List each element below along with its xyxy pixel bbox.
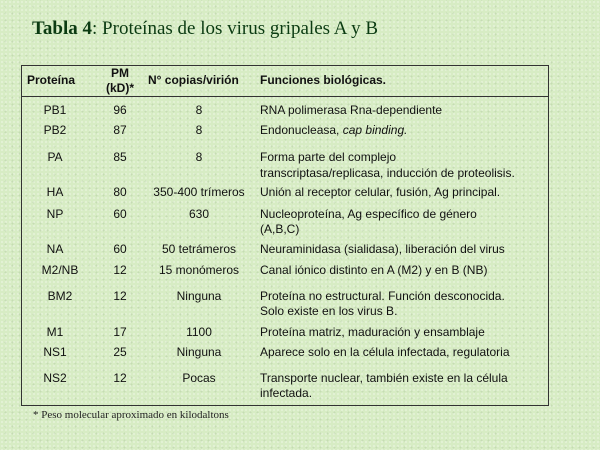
- row-pa-proteina: PA: [47, 150, 63, 164]
- row-bm2-copias: Ninguna: [176, 289, 222, 303]
- header-divider: [22, 96, 548, 97]
- row-pa-funcion-2: transcriptasa/replicasa, inducción de proteolisis.: [260, 166, 515, 180]
- row-m1-pm: 17: [113, 325, 127, 339]
- row-np-copias: 630: [188, 207, 210, 221]
- title-rest: : Proteínas de los virus gripales A y B: [92, 18, 379, 39]
- row-bm2-proteina: BM2: [47, 289, 73, 303]
- row-pa-pm: 85: [113, 150, 127, 164]
- row-m2nb-proteina: M2/NB: [41, 263, 79, 277]
- row-ns1-pm: 25: [113, 345, 127, 359]
- header-copias: N° copias/virión: [148, 73, 239, 87]
- header-proteina: Proteína: [27, 73, 76, 87]
- row-pb2-copias: 8: [195, 123, 203, 137]
- row-pa-copias: 8: [195, 150, 203, 164]
- page-title: [32, 18, 378, 40]
- header-pm-line2: (kD)*: [105, 81, 134, 95]
- header-pm-line1: PM: [111, 66, 129, 80]
- row-ns1-proteina: NS1: [43, 345, 67, 359]
- row-np-proteina: NP: [46, 207, 64, 221]
- row-pa-funcion-1: Forma parte del complejo: [260, 150, 397, 164]
- protein-table: [21, 65, 549, 406]
- row-np-pm: 60: [113, 207, 127, 221]
- row-pb2-funcion-b: cap binding.: [342, 123, 408, 137]
- row-m1-funcion: Proteína matriz, maduración y ensamblaje: [260, 325, 485, 339]
- row-ns2-funcion-2: infectada.: [260, 386, 313, 400]
- row-bm2-funcion-1: Proteína no estructural. Función desconocida.: [260, 289, 505, 303]
- row-m1-copias: 1100: [186, 325, 212, 339]
- row-ns1-copias: Ninguna: [176, 345, 222, 359]
- row-bm2-pm: 12: [113, 289, 127, 303]
- row-ns2-funcion-1: Transporte nuclear, también existe en la célula: [260, 371, 508, 385]
- row-ha-pm: 80: [113, 185, 127, 199]
- header-funciones: Funciones biológicas.: [260, 73, 387, 87]
- row-m2nb-pm: 12: [113, 263, 127, 277]
- row-m1-proteina: M1: [46, 325, 64, 339]
- title-bold: Tabla 4: [32, 18, 93, 39]
- row-na-pm: 60: [113, 242, 127, 256]
- row-ns2-pm: 12: [113, 371, 127, 385]
- row-pb1-funcion: RNA polimerasa Rna-dependiente: [260, 103, 443, 117]
- row-pb1-proteina: PB1: [43, 103, 67, 117]
- row-ns1-funcion: Aparece solo en la célula infectada, regulatoria: [260, 345, 510, 359]
- row-ha-proteina: HA: [46, 185, 64, 199]
- row-pb2-proteina: PB2: [43, 123, 67, 137]
- row-m2nb-copias: 15 monómeros: [158, 263, 240, 277]
- row-pb2-funcion-a: Endonucleasa,: [260, 123, 343, 137]
- row-ha-copias: 350-400 trímeros: [153, 185, 245, 199]
- row-pb1-copias: 8: [195, 103, 203, 117]
- row-ha-funcion: Unión al receptor celular, fusión, Ag principal.: [260, 185, 501, 199]
- row-pb2-funcion: [260, 123, 407, 138]
- footnote: * Peso molecular aproximado en kilodaltons: [33, 409, 229, 421]
- row-ns2-proteina: NS2: [43, 371, 67, 385]
- row-ns2-copias: Pocas: [182, 371, 216, 385]
- row-na-copias: 50 tetrámeros: [161, 242, 237, 256]
- row-m2nb-funcion: Canal iónico distinto en A (M2) y en B (NB): [260, 263, 488, 277]
- row-na-proteina: NA: [46, 242, 64, 256]
- row-bm2-funcion-2: Solo existe en los virus B.: [260, 304, 398, 318]
- row-np-funcion-2: (A,B,C): [260, 222, 300, 236]
- row-pb2-pm: 87: [113, 123, 127, 137]
- row-pb1-pm: 96: [113, 103, 127, 117]
- row-np-funcion-1: Nucleoproteína, Ag específico de género: [260, 207, 477, 221]
- row-na-funcion: Neuraminidasa (sialidasa), liberación del virus: [260, 242, 505, 256]
